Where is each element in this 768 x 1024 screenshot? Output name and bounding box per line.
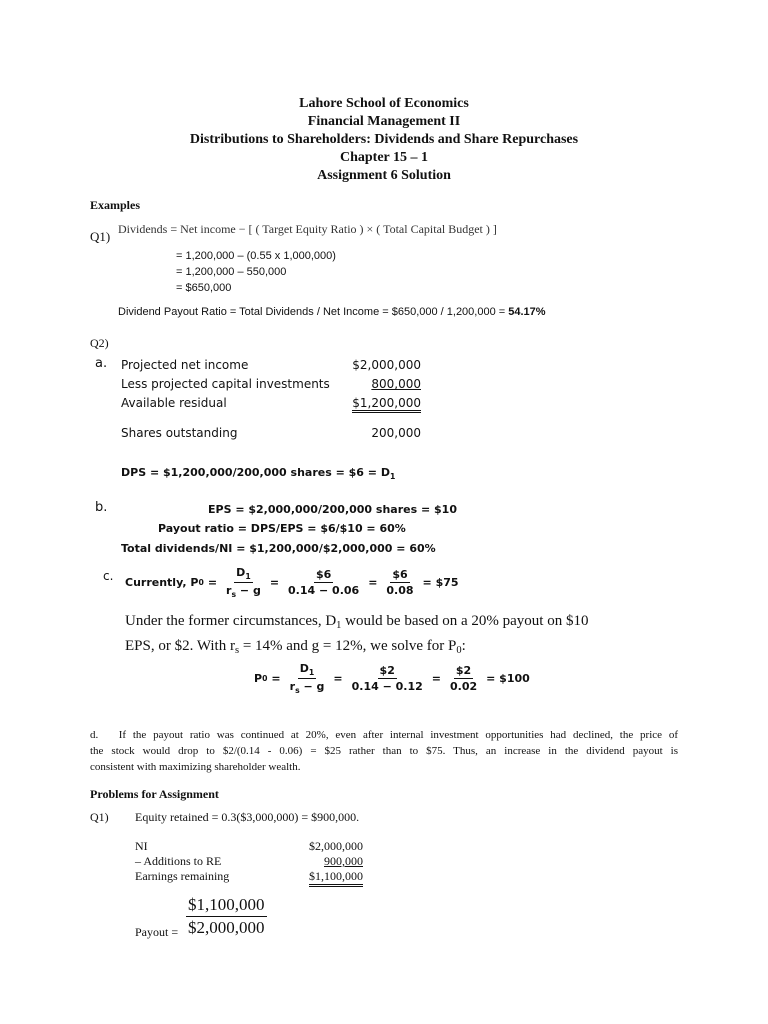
frac-num: $2 <box>379 664 395 677</box>
row-item: Projected net income <box>121 358 249 372</box>
fraction-6-over-008 <box>384 568 415 597</box>
q2d-paragraph <box>90 727 678 775</box>
frac-num: $6 <box>315 568 332 581</box>
fraction-2-over-002 <box>448 664 479 693</box>
para-text: = 14% and g = 12%, we solve for P <box>239 638 457 654</box>
row-value: $2,000,000 <box>309 839 363 853</box>
row-item: – Additions to RE <box>135 854 222 868</box>
q1-step: = $650,000 <box>176 282 232 294</box>
p0-text: P <box>254 672 263 685</box>
d-line <box>90 727 678 743</box>
table-row <box>135 839 363 854</box>
frac-den-s: s <box>295 686 300 695</box>
row-item: Shares outstanding <box>121 426 238 440</box>
course-name: Financial Management II <box>307 114 461 129</box>
table-row <box>121 358 421 377</box>
school-name: Lahore School of Economics <box>299 96 469 111</box>
payout-denominator: $2,000,000 <box>188 918 265 937</box>
result-75: = $75 <box>422 576 459 589</box>
para-sub: s <box>234 645 240 656</box>
fraction-6-over-spread <box>286 568 361 597</box>
q2-label: Q2) <box>90 336 109 350</box>
dividend-formula: Dividends = Net income − [ ( Target Equity Ratio ) × ( Total Capital Budget ) ] <box>118 222 497 236</box>
q2b-label: b. <box>95 500 108 515</box>
chapter-title: Chapter 15 – 1 <box>339 150 429 165</box>
frac-num: $6 <box>392 568 408 581</box>
q2a-label: a. <box>95 356 108 371</box>
frac-den: 0.14 − 0.06 <box>288 584 360 597</box>
para-line <box>125 636 588 661</box>
total-dividends-ni: Total dividends/NI = $1,200,000/$2,000,000 = 60% <box>121 542 436 555</box>
payout-numerator: $1,100,000 <box>186 895 267 917</box>
row-value: 200,000 <box>371 426 421 440</box>
fraction-2-over-spread <box>350 664 425 693</box>
equals-sign: = <box>431 672 441 685</box>
problems-heading: Problems for Assignment <box>90 787 219 801</box>
row-value: 800,000 <box>371 377 421 391</box>
row-value: $2,000,000 <box>352 358 421 372</box>
q1-steps <box>176 248 336 296</box>
earnings-table <box>135 839 363 884</box>
table-row <box>121 396 421 426</box>
p0-equation <box>254 662 530 695</box>
row-item: Less projected capital investments <box>121 377 330 391</box>
q2d-label: d. <box>90 729 99 741</box>
examples-heading: Examples <box>90 198 141 212</box>
fraction-d1-over-rs-g <box>224 566 263 599</box>
payout-fraction <box>186 895 267 938</box>
frac-den-r: r <box>289 680 296 693</box>
equals-sign: = <box>333 672 343 685</box>
row-value: $1,100,000 <box>309 869 363 887</box>
dps-line <box>121 466 395 481</box>
payout-ratio-value: 54.17% <box>508 306 546 318</box>
frac-den-s: s <box>231 590 237 599</box>
currently-equation <box>125 566 459 599</box>
para-text: : <box>461 638 466 654</box>
table-row <box>135 854 363 869</box>
equals-sign: = <box>269 576 280 589</box>
eps-line: EPS = $2,000,000/200,000 shares = $10 <box>208 503 457 516</box>
para-sub: 1 <box>336 620 342 631</box>
document-header <box>0 95 768 185</box>
equals-sign: = <box>368 576 378 589</box>
q1-step: = 1,200,000 – 550,000 <box>176 266 287 278</box>
frac-den-g: − g <box>299 680 325 693</box>
frac-num-sub: 1 <box>245 572 251 581</box>
para-text: would be based on a 20% payout on $10 <box>341 613 589 629</box>
payout-ratio-line <box>118 306 546 318</box>
payout-ratio-b: Payout ratio = DPS/EPS = $6/$10 = 60% <box>158 522 406 535</box>
assignment-title: Assignment 6 Solution <box>317 168 451 183</box>
equity-retained: Equity retained = 0.3($3,000,000) = $900,000. <box>135 810 360 824</box>
para-line <box>125 611 588 636</box>
frac-num: D <box>236 566 246 579</box>
q2c-label: c. <box>103 569 114 583</box>
payout-ratio-text: Dividend Payout Ratio = Total Dividends / Net Income = $650,000 / 1,200,000 = <box>118 306 509 318</box>
dps-subscript: 1 <box>389 472 396 481</box>
payout-label: Payout = <box>135 925 179 939</box>
d-text: If the payout ratio was continued at 20%, even after internal investment opportunities had declined, the price of <box>118 729 678 741</box>
q2a-table <box>121 358 421 445</box>
q1-step: = 1,200,000 – (0.55 x 1,000,000) <box>176 250 336 262</box>
frac-den: 0.02 <box>450 680 478 693</box>
q1-label: Q1) <box>90 229 111 244</box>
table-row <box>121 426 421 445</box>
former-circumstances-paragraph <box>125 611 588 661</box>
equals-sign: = <box>207 576 218 589</box>
row-item: Earnings remaining <box>135 869 230 883</box>
equals-sign: = <box>271 672 281 685</box>
frac-den: 0.14 − 0.12 <box>351 680 423 693</box>
frac-num-sub: 1 <box>308 668 315 677</box>
fraction-d1-over-rs-g <box>288 662 327 695</box>
para-sub: 0 <box>456 645 462 656</box>
row-value: 900,000 <box>324 854 363 868</box>
table-row <box>135 869 363 884</box>
result-100: = $100 <box>486 672 530 685</box>
row-value: $1,200,000 <box>352 396 421 413</box>
d-line: the stock would drop to $2/(0.14 - 0.06) = $25 rather than to $75. Thus, an increase in the dividend payout is <box>90 745 678 757</box>
table-row <box>121 377 421 396</box>
para-text: Under the former circumstances, D <box>125 613 337 629</box>
row-item: Available residual <box>121 396 227 410</box>
frac-num: $2 <box>455 664 472 677</box>
currently-text: Currently, P <box>125 576 199 589</box>
frac-den: 0.08 <box>386 584 414 597</box>
frac-den-r: r <box>226 584 232 597</box>
p0-subscript: 0 <box>262 674 268 683</box>
row-item: NI <box>135 839 148 853</box>
frac-den-g: − g <box>236 584 261 597</box>
d-line: consistent with maximizing shareholder wealth. <box>90 761 301 773</box>
dps-text: DPS = $1,200,000/200,000 shares = $6 = D <box>121 466 390 479</box>
pq1-label: Q1) <box>90 810 109 824</box>
frac-num: D <box>299 662 309 675</box>
p-subscript: 0 <box>198 578 204 587</box>
topic-title: Distributions to Shareholders: Dividends and Share Repurchases <box>189 132 579 147</box>
para-text: EPS, or $2. With r <box>125 638 235 654</box>
